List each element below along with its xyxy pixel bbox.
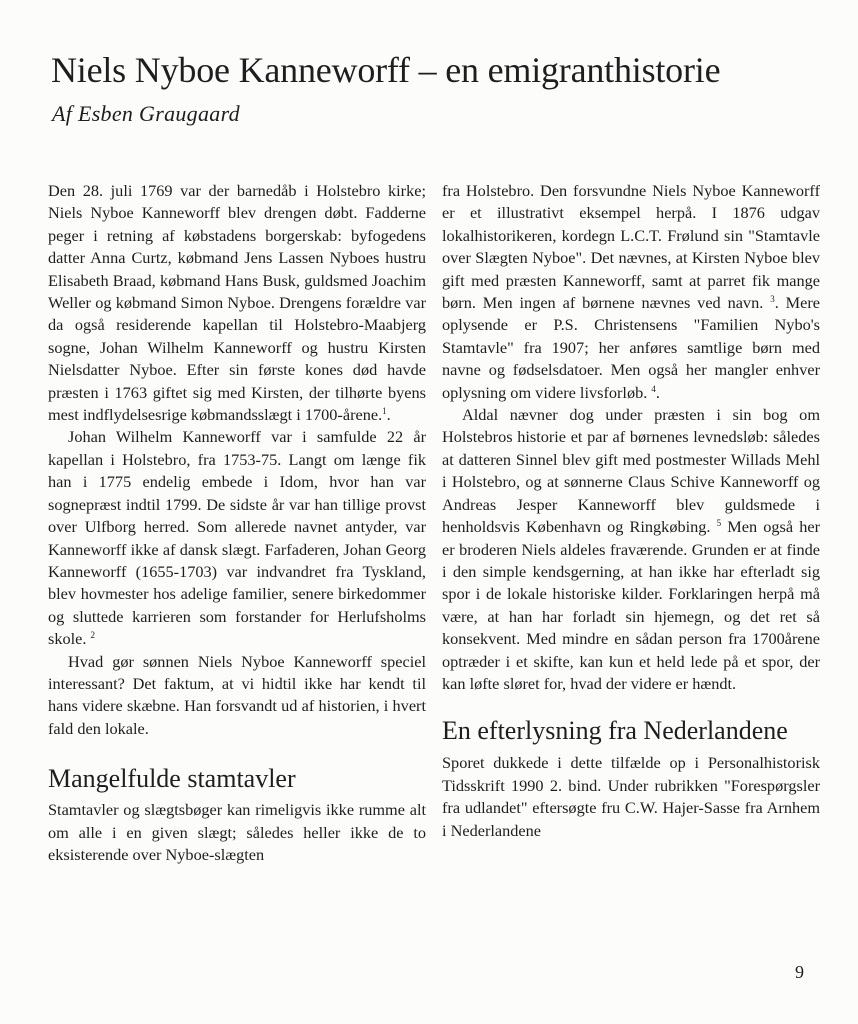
paragraph-text: fra Holstebro. Den forsvundne Niels Nyboe Kanneworff er et illustrativt eksempel herpå. I 1876 udgav lokalhistorikeren, kordegn L.C.T. Frølund sin "Stamtavle over Slægten Nyboe". Det nævnes, at Kirsten Nyboe blev gift med præsten Kanneworff, samt at parret fik mange børn. Men ingen af børnene nævnes ved navn.	[442, 181, 820, 313]
footnote-ref: 3	[770, 294, 775, 305]
right-column	[442, 180, 820, 842]
section-heading: Mangelfulde stamtavler	[48, 764, 296, 794]
punctuation: .	[655, 382, 660, 402]
paragraph: Hvad gør sønnen Niels Nyboe Kanneworff speciel interessant? Det faktum, at vi hidtil ikke har kendt til hans videre skæbne. Han forsvandt ud af historien, i hvert fald den lokale.	[48, 651, 426, 738]
page-number: 9	[795, 962, 804, 982]
left-column	[48, 180, 426, 866]
paragraph	[442, 404, 820, 695]
footnote-ref: 4	[651, 383, 656, 394]
punctuation: .	[386, 405, 391, 425]
paragraph-text: Den 28. juli 1769 var der barnedåb i Holstebro kirke; Niels Nyboe Kanneworff blev drengen døbt. Fadderne peger i retning af købstadens borgerskab: byfogedens datter Anna Curtz, købmand Jens Lassen Nyboes hustru Elisabeth Braad, købmand Hans Busk, guldsmed Joachim Weller og købmand Simon Nyboe. Drengens forældre var da også residerende kapellan til Holstebro-Maabjerg sogne, Johan Wilhelm Kanneworff og hustru Kirsten Nielsdatter Nyboe. Efter sin første kones død havde præsten i 1763 giftet sig med Kirsten, der tilhørte byens mest indflydelsesrige købmandsslægt i 1700-årene.	[48, 181, 426, 425]
paragraph	[48, 180, 426, 426]
paragraph	[442, 180, 820, 404]
paragraph-text: Aldal nævner dog under præsten i sin bog om Holstebros historie et par af børnenes levnedsløb: således at datteren Sinnel blev gift med postmester Willads Mehl i Holstebro, og at sønnerne Claus Schive Kanneworff og Andreas Jesper Kanneworff blev guldsmede i henholdsvis København og Ringkøbing.	[442, 405, 820, 537]
section-heading: En efterlysning fra Nederlandene	[442, 716, 788, 746]
footnote-ref: 2	[90, 630, 96, 641]
paragraph-text: . Mere oplysende er P.S. Christensens "Familien Nybo's Stamtavle" fra 1907; her anføres samtlige børn med navne og fødselsdatoer. Men også her mangler enhver oplysning om videre livsforløb.	[442, 293, 820, 402]
paragraph	[48, 426, 426, 650]
article-title: Niels Nyboe Kanneworff – en emigranthistorie	[51, 50, 721, 90]
paragraph-text: Men også her er broderen Niels aldeles fraværende. Grunden er at finde i den simple kendsgerning, at han ikke har efterladt sig spor i de lokale historiske kilder. Forklaringen herpå må være, at han har forladt sin hjemegn, og det ret så konsekvent. Med mindre en sådan person fra 1700årene optræder i et skifte, kan kun et held lede på et spor, der kan løfte sløret for, hvad der videre er hændt.	[442, 517, 820, 693]
paragraph-text: Johan Wilhelm Kanneworff var i samfulde 22 år kapellan i Holstebro, fra 1753-75. Langt om længe fik han i 1775 endelig embede i Idom, hvor han var sognepræst indtil 1799. De sidste år var han tillige provst over Ulfborg herred. Som allerede navnet antyder, var Kanneworff ikke af dansk slægt. Farfaderen, Johan Georg Kanneworff (1655-1703) var indvandret fra Tyskland, blev hovmester hos adelige familier, senere birkedommer og sluttede karrieren som forstander for Herlufsholms skole.	[48, 427, 426, 649]
byline: Af Esben Graugaard	[52, 101, 240, 126]
footnote-ref: 1	[382, 406, 387, 417]
paragraph: Sporet dukkede i dette tilfælde op i Personalhistorisk Tidsskrift 1990 2. bind. Under rubrikken "Forespørgsler fra udlandet" eftersøgte fru C.W. Hajer-Sasse fra Arnhem i Nederlandene	[442, 753, 820, 840]
footnote-ref: 5	[716, 518, 722, 529]
paragraph: Stamtavler og slægtsbøger kan rimeligvis ikke rumme alt om alle i en given slægt; således heller ikke de to eksisterende over Nyboe-slægten	[48, 800, 426, 864]
